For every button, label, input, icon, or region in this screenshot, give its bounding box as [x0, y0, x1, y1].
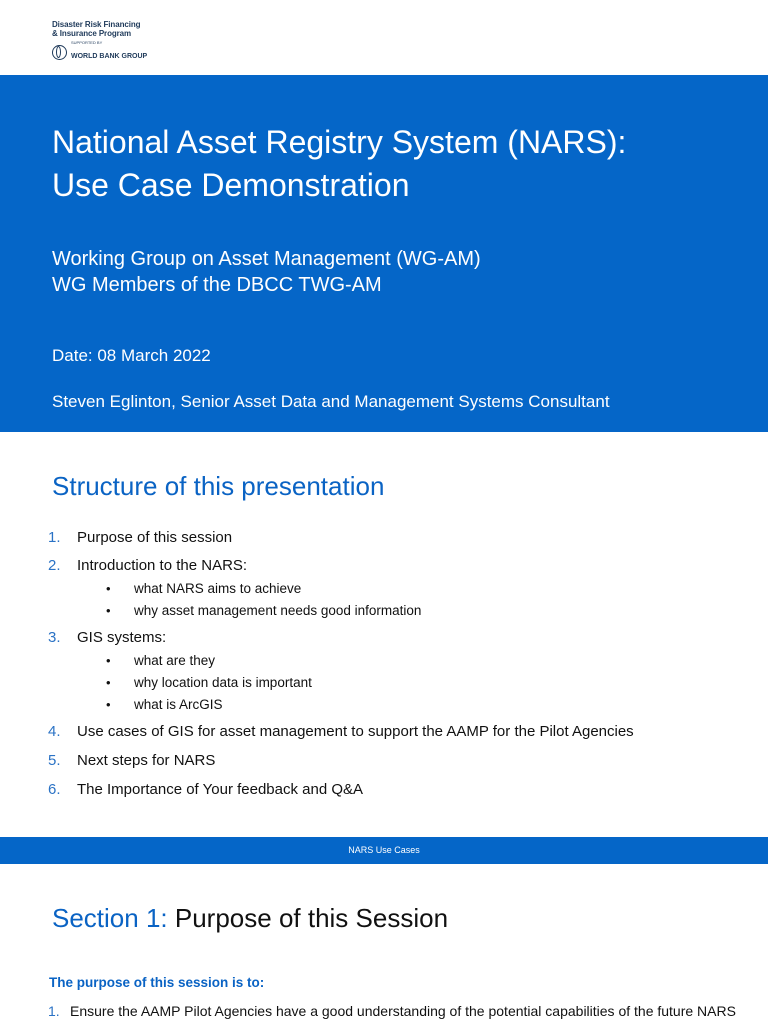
bullet-icon: •	[106, 581, 111, 596]
bullet-icon: •	[106, 697, 111, 712]
structure-sub-item-text: why location data is important	[134, 675, 312, 690]
structure-item	[48, 556, 748, 576]
structure-sub-item-text: what NARS aims to achieve	[134, 581, 302, 596]
structure-item-number: 5.	[48, 752, 61, 769]
title-line-1: National Asset Registry System (NARS):	[52, 124, 627, 160]
title-line-2: Use Case Demonstration	[52, 167, 410, 203]
structure-list	[48, 528, 748, 800]
structure-item-text: Use cases of GIS for asset management to support the AAMP for the Pilot Agencies	[77, 723, 634, 740]
bullet-icon: •	[106, 603, 111, 618]
globe-icon	[52, 45, 67, 60]
structure-item-number: 3.	[48, 629, 61, 646]
subtitle-line-2: WG Members of the DBCC TWG-AM	[52, 274, 382, 296]
logo-world-bank-group: WORLD BANK GROUP	[71, 53, 148, 60]
presentation-subtitle	[52, 246, 752, 298]
world-bank-logo	[52, 41, 147, 63]
structure-item	[48, 528, 748, 548]
subtitle-line-1: Working Group on Asset Management (WG-AM)	[52, 248, 481, 270]
purpose-item	[48, 1002, 748, 1020]
structure-sub-item-text: why asset management needs good information	[134, 603, 422, 618]
slide-footer	[0, 837, 768, 864]
structure-item-text: Next steps for NARS	[77, 752, 216, 769]
presentation-author: Steven Eglinton, Senior Asset Data and Management Systems Consultant	[52, 392, 610, 411]
presentation-date: Date: 08 March 2022	[52, 346, 211, 365]
bullet-icon: •	[106, 653, 111, 668]
logo-line-2: & Insurance Program	[52, 29, 132, 38]
drfip-logo	[52, 20, 147, 63]
section1-heading	[52, 903, 448, 934]
structure-item-text: GIS systems:	[77, 629, 167, 646]
purpose-item-text: Ensure the AAMP Pilot Agencies have a good understanding of the potential capabilities of the future NARS	[70, 1003, 736, 1019]
structure-sub-item	[106, 602, 748, 620]
structure-sub-item-text: what are they	[134, 653, 216, 668]
bullet-icon: •	[106, 675, 111, 690]
structure-item	[48, 780, 748, 800]
title-slide	[0, 75, 768, 432]
structure-item-number: 2.	[48, 557, 61, 574]
section1-prefix: Section 1:	[52, 903, 168, 933]
structure-item-text: Introduction to the NARS:	[77, 557, 248, 574]
section1-title: Purpose of this Session	[174, 903, 449, 933]
structure-item	[48, 628, 748, 648]
structure-item-number: 4.	[48, 723, 61, 740]
structure-heading: Structure of this presentation	[52, 471, 385, 501]
structure-sub-item	[106, 652, 748, 670]
presentation-title	[52, 121, 752, 207]
structure-item-text: The Importance of Your feedback and Q&A	[77, 781, 364, 798]
structure-sub-item	[106, 696, 748, 714]
logo-supported-by: SUPPORTED BY	[71, 40, 103, 45]
purpose-item-number: 1.	[48, 1003, 60, 1019]
structure-item-text: Purpose of this session	[77, 529, 233, 546]
structure-item	[48, 751, 748, 771]
purpose-label: The purpose of this session is to:	[49, 975, 265, 990]
structure-item-number: 6.	[48, 781, 61, 798]
structure-item	[48, 722, 748, 742]
logo-line-1: Disaster Risk Financing	[52, 20, 141, 29]
structure-sub-item	[106, 674, 748, 692]
structure-item-number: 1.	[48, 529, 61, 546]
structure-sub-item	[106, 580, 748, 598]
structure-sub-item-text: what is ArcGIS	[134, 697, 223, 712]
footer-text: NARS Use Cases	[348, 845, 420, 855]
